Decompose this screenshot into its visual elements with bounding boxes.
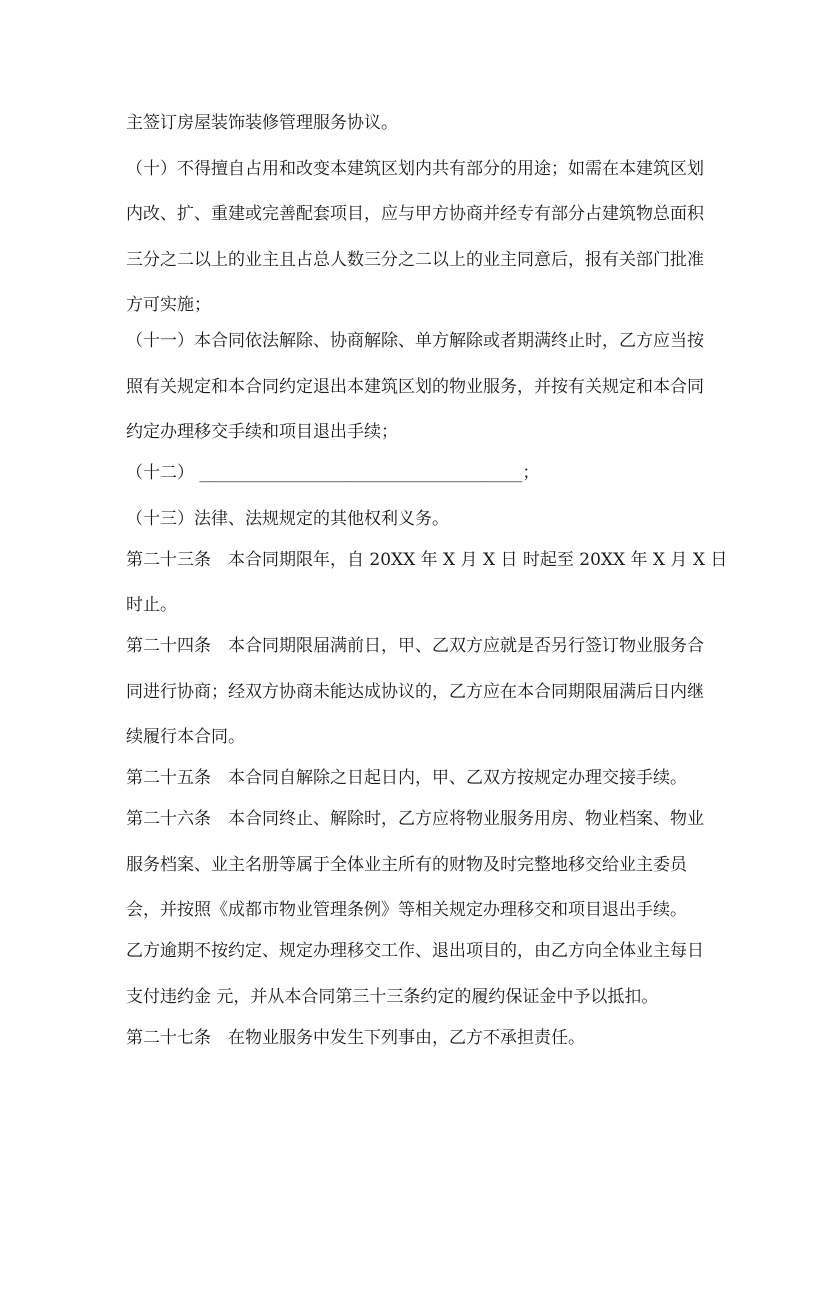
text-line: 照有关规定和本合同约定退出本建筑区划的物业服务，并按有关规定和本合同 [126, 377, 704, 397]
text-line: 方可实施； [126, 295, 211, 315]
text-line: 主签订房屋装饰装修管理服务协议。 [126, 113, 398, 133]
text-line: 内改、扩、重建或完善配套项目，应与甲方协商并经专有部分占建筑物总面积 [126, 204, 704, 224]
text-line: 续履行本合同。 [126, 727, 245, 747]
text-line: （十一）本合同依法解除、协商解除、单方解除或者期满终止时，乙方应当按 [126, 331, 704, 351]
text-line: （十）不得擅自占用和改变本建筑区划内共有部分的用途；如需在本建筑区划 [126, 159, 704, 179]
text-line: 第二十七条 在物业服务中发生下列事由，乙方不承担责任。 [126, 1028, 585, 1048]
text-line: 乙方逾期不按约定、规定办理移交工作、退出项目的，由乙方向全体业主每日 [126, 941, 704, 961]
watermark [307, 977, 632, 1302]
text-line: （十二） ______________________________________； [126, 463, 540, 483]
text-line: 支付违约金 元，并从本合同第三十三条约定的履约保证金中予以抵扣。 [126, 987, 659, 1007]
text-line: 会，并按照《成都市物业管理条例》等相关规定办理移交和项目退出手续。 [126, 900, 687, 920]
text-line: 三分之二以上的业主且占总人数三分之二以上的业主同意后，报有关部门批准 [126, 250, 704, 270]
text-line: 服务档案、业主名册等属于全体业主所有的财物及时完整地移交给业主委员 [126, 855, 687, 875]
text-line: （十三）法律、法规规定的其他权利义务。 [126, 509, 449, 529]
text-line: 同进行协商；经双方协商未能达成协议的，乙方应在本合同期限届满后日内继 [126, 682, 704, 702]
text-line: 第二十三条 本合同期限年，自 20XX 年 X 月 X 日 时起至 20XX 年 X 月 X 日 [126, 550, 728, 570]
text-line: 第二十四条 本合同期限届满前日，甲、乙双方应就是否另行签订物业服务合 [126, 636, 704, 656]
text-line: 第二十五条 本合同自解除之日起日内，甲、乙双方按规定办理交接手续。 [126, 768, 687, 788]
text-line: 约定办理移交手续和项目退出手续； [126, 422, 398, 442]
text-line: 第二十六条 本合同终止、解除时，乙方应将物业服务用房、物业档案、物业 [126, 809, 704, 829]
text-line: 时止。 [126, 595, 177, 615]
